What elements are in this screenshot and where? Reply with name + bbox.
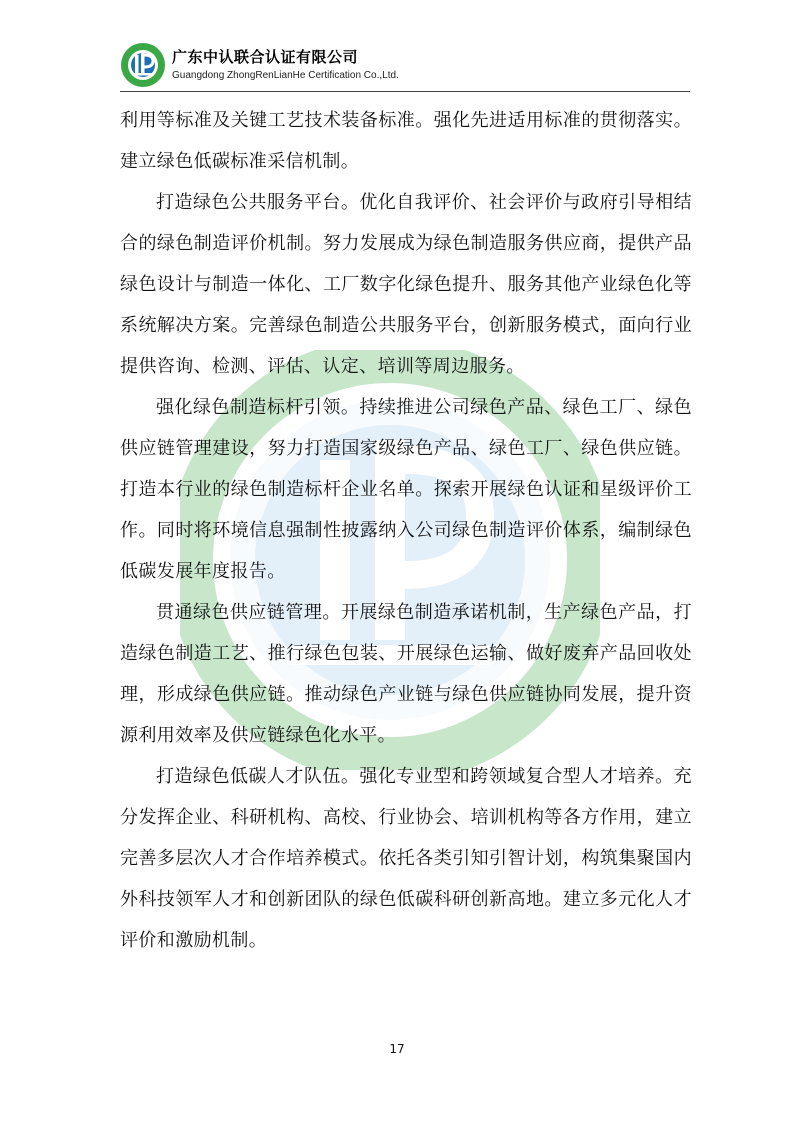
certification-logo-icon (120, 42, 166, 88)
document-body (120, 100, 692, 961)
page-number: 17 (389, 1042, 405, 1056)
company-name-cn: 广东中认联合认证有限公司 (172, 48, 359, 66)
page-header (120, 40, 690, 92)
paragraph-talent-team: 打造绿色低碳人才队伍。强化专业型和跨领域复合型人才培养。充分发挥企业、科研机构、高校、行业协会、培训机构等各方作用，建立完善多层次人才合作培养模式。依托各类引知引智计划，构筑集聚国内外科技领军人才和创新团队的绿色低碳科研创新高地。建立多元化人才评价和激励机制。 (120, 766, 692, 951)
header-divider (120, 91, 690, 92)
paragraph-public-service-platform: 打造绿色公共服务平台。优化自我评价、社会评价与政府引导相结合的绿色制造评价机制。努力发展成为绿色制造服务供应商，提供产品绿色设计与制造一体化、工厂数字化绿色提升、服务其他产业绿色化等系统解决方案。完善绿色制造公共服务平台，创新服务模式，面向行业提供咨询、检测、评估、认定、培训等周边服务。 (120, 192, 692, 377)
company-name-en: Guangdong ZhongRenLianHe Certification Co.,Ltd. (172, 70, 399, 81)
paragraph-green-supply-chain: 贯通绿色供应链管理。开展绿色制造承诺机制，生产绿色产品，打造绿色制造工艺、推行绿色包装、开展绿色运输、做好废弃产品回收处理，形成绿色供应链。推动绿色产业链与绿色供应链协同发展，提升资源利用效率及供应链绿色化水平。 (120, 602, 692, 746)
paragraph-standards-continued: 利用等标准及关键工艺技术装备标准。强化先进适用标准的贯彻落实。建立绿色低碳标准采信机制。 (120, 110, 692, 172)
paragraph-benchmark-leadership: 强化绿色制造标杆引领。持续推进公司绿色产品、绿色工厂、绿色供应链管理建设，努力打造国家级绿色产品、绿色工厂、绿色供应链。打造本行业的绿色制造标杆企业名单。探索开展绿色认证和星级评价工作。同时将环境信息强制性披露纳入公司绿色制造评价体系，编制绿色低碳发展年度报告。 (120, 397, 692, 582)
